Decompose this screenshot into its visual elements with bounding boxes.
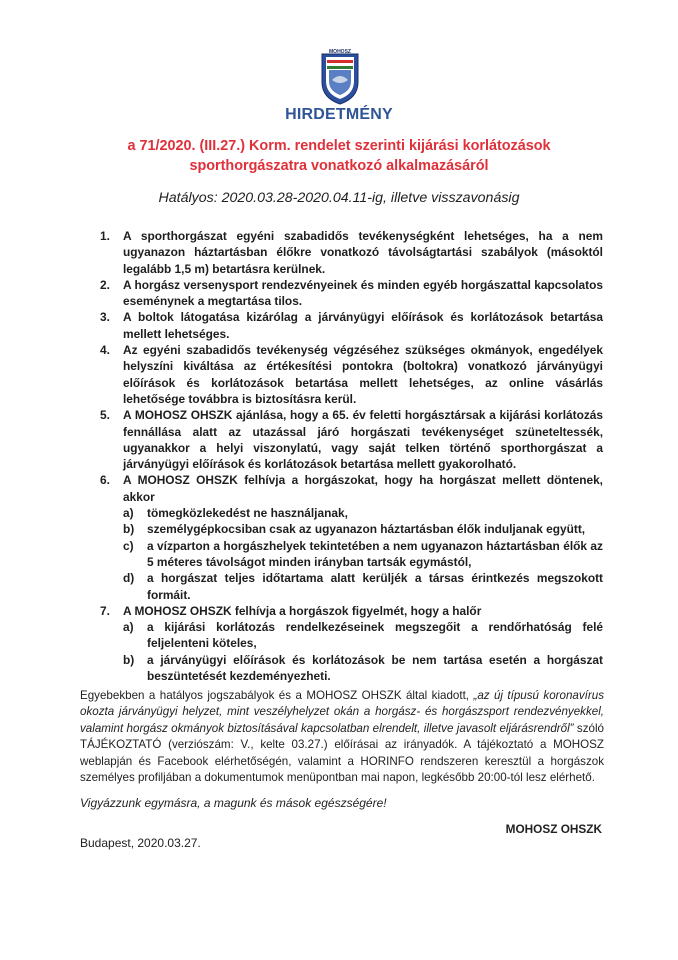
validity-period: Hatályos: 2020.03.28-2020.04.11-ig, illetve visszavonásig [158, 190, 520, 206]
signature: MOHOSZ OHSZK [505, 822, 602, 836]
sub-text: a vízparton a horgászhelyek tekintetében a nem ugyanazon háztartásban élők az 5 méteres távolságot minden irányban tartsák egymástól, [147, 538, 603, 569]
page-subtitle [0, 136, 678, 176]
page-title: HIRDETMÉNY [285, 106, 393, 123]
rule-item [95, 228, 603, 277]
rule-number: 6. [100, 473, 110, 488]
rule-text: A sporthorgászat egyéni szabadidős tevékenységként lehetséges, ha a nem ugyanazon háztartásban élőkre vonatkozó távolságtartási szabályok (másoktól legalább 1,5 m) betartásra kerülnek. [123, 229, 603, 276]
logo-stripe-white [327, 63, 353, 66]
sub-item [123, 619, 603, 652]
sub-letter: d) [123, 571, 135, 586]
info-paragraph [80, 688, 604, 786]
rule-text: A MOHOSZ OHSZK ajánlása, hogy a 65. év feletti horgásztársak a kijárási korlátozás fennállása alatt az utazással járó horgászati tevékenységet szüneteltessék, ugyanakkor a helyi viszonylatú, vagy saját telken történő sporthorgászat a járványügyi előírások és korlátozások betartása mellett gyakorolható. [123, 408, 603, 472]
logo-stripe-green [327, 66, 353, 69]
sub-letter: b) [123, 522, 135, 537]
logo-stripe-red [327, 60, 353, 63]
rule-text: Az egyéni szabadidős tevékenység végzéséhez szükséges okmányok, engedélyek helyszíni kiváltása az értékesítési pontokra (boltokra) vonatkozó járványügyi előírások és korlátozások betartása mellett lehetséges, az online vásárlás lehetősége továbbra is biztosításra kerül. [123, 343, 603, 406]
rule-text: A horgász versenysport rendezvényeinek és minden egyéb horgászattal kapcsolatos eseménynek a megtartása tilos. [123, 277, 603, 309]
rule-text: A MOHOSZ OHSZK felhívja a horgászokat, hogy ha horgászat mellett döntenek, akkor [123, 473, 603, 504]
rule-sublist [123, 619, 603, 684]
rule-item [95, 407, 603, 472]
sub-text: a járványügyi előírások és korlátozások be nem tartása esetén a horgászat beszüntetését kezdeményezheti. [147, 652, 603, 684]
sub-item [123, 505, 603, 521]
subtitle-line-2: sporthorgászatra vonatkozó alkalmazásáról [189, 158, 489, 174]
rule-number: 5. [100, 408, 110, 423]
rule-item [95, 277, 603, 310]
sub-text: a horgászat teljes időtartama alatt kerüljék a társas érintkezés megszokott formáit. [147, 571, 603, 602]
closing-line: Vigyázzunk egymásra, a magunk és mások egészségére! [80, 796, 387, 810]
sub-item [123, 538, 603, 571]
rule-number: 1. [100, 229, 110, 243]
rule-text: A MOHOSZ OHSZK felhívja a horgászok figyelmét, hogy a halőr [123, 603, 482, 618]
rule-number: 4. [100, 343, 110, 358]
paragraph-quoted-title: „az új típusú koronavírus okozta járványügyi helyzet, mint veszélyhelyzet okán a horgász- és horgászsport rendezvényekkel, valamint horgász okmányok biztosításával kapcsolatban elrendelt, illetve javasolt eljárásrendről” [80, 689, 604, 735]
sub-letter: a) [123, 506, 134, 521]
rules-list [95, 228, 603, 684]
sub-item [123, 521, 603, 537]
rule-sublist [123, 505, 603, 603]
paragraph-intro: Egyebekben a hatályos jogszabályok és a MOHOSZ OHSZK által kiadott, [80, 689, 474, 702]
rule-number: 3. [100, 310, 110, 325]
sub-letter: b) [123, 652, 135, 667]
sub-item [123, 652, 603, 685]
rule-item [95, 342, 603, 407]
mohosz-shield-logo-icon [318, 48, 362, 106]
sub-text: tömegközlekedést ne használjanak, [147, 506, 348, 521]
rule-item [95, 472, 603, 602]
sub-item [123, 570, 603, 603]
rule-number: 2. [100, 277, 110, 292]
rule-number: 7. [100, 603, 110, 618]
subtitle-line-1: a 71/2020. (III.27.) Korm. rendelet szerinti kijárási korlátozások [127, 138, 551, 154]
rule-item [95, 309, 603, 342]
logo-text: MOHOSZ [329, 49, 351, 55]
mohosz-logo-svg [318, 48, 362, 106]
place-date: Budapest, 2020.03.27. [80, 836, 201, 850]
sub-text: személygépkocsiban csak az ugyanazon háztartásban élők induljanak együtt, [147, 522, 586, 537]
sub-text: a kijárási korlátozás rendelkezéseinek megszegőit a rendőrhatóság felé feljelenteni köteles, [147, 620, 603, 651]
paragraph-rest: szóló TÁJÉKOZTATÓ (verziószám: V., kelte 03.27.) előírásai az irányadók. A tájékoztató a MOHOSZ weblapján és Facebook elérhetőségén, valamint a HORINFO rendszeren keresztül a horgászok személyes profiljában a dokumentumok menüpontban mai napon, legkésőbb 20:00-tól lesz elérhető. [80, 721, 604, 785]
rule-text: A boltok látogatása kizárólag a járványügyi előírások és korlátozások betartása mellett lehetséges. [123, 310, 603, 341]
sub-letter: c) [123, 538, 134, 553]
sub-letter: a) [123, 620, 134, 635]
rule-item [95, 603, 603, 684]
